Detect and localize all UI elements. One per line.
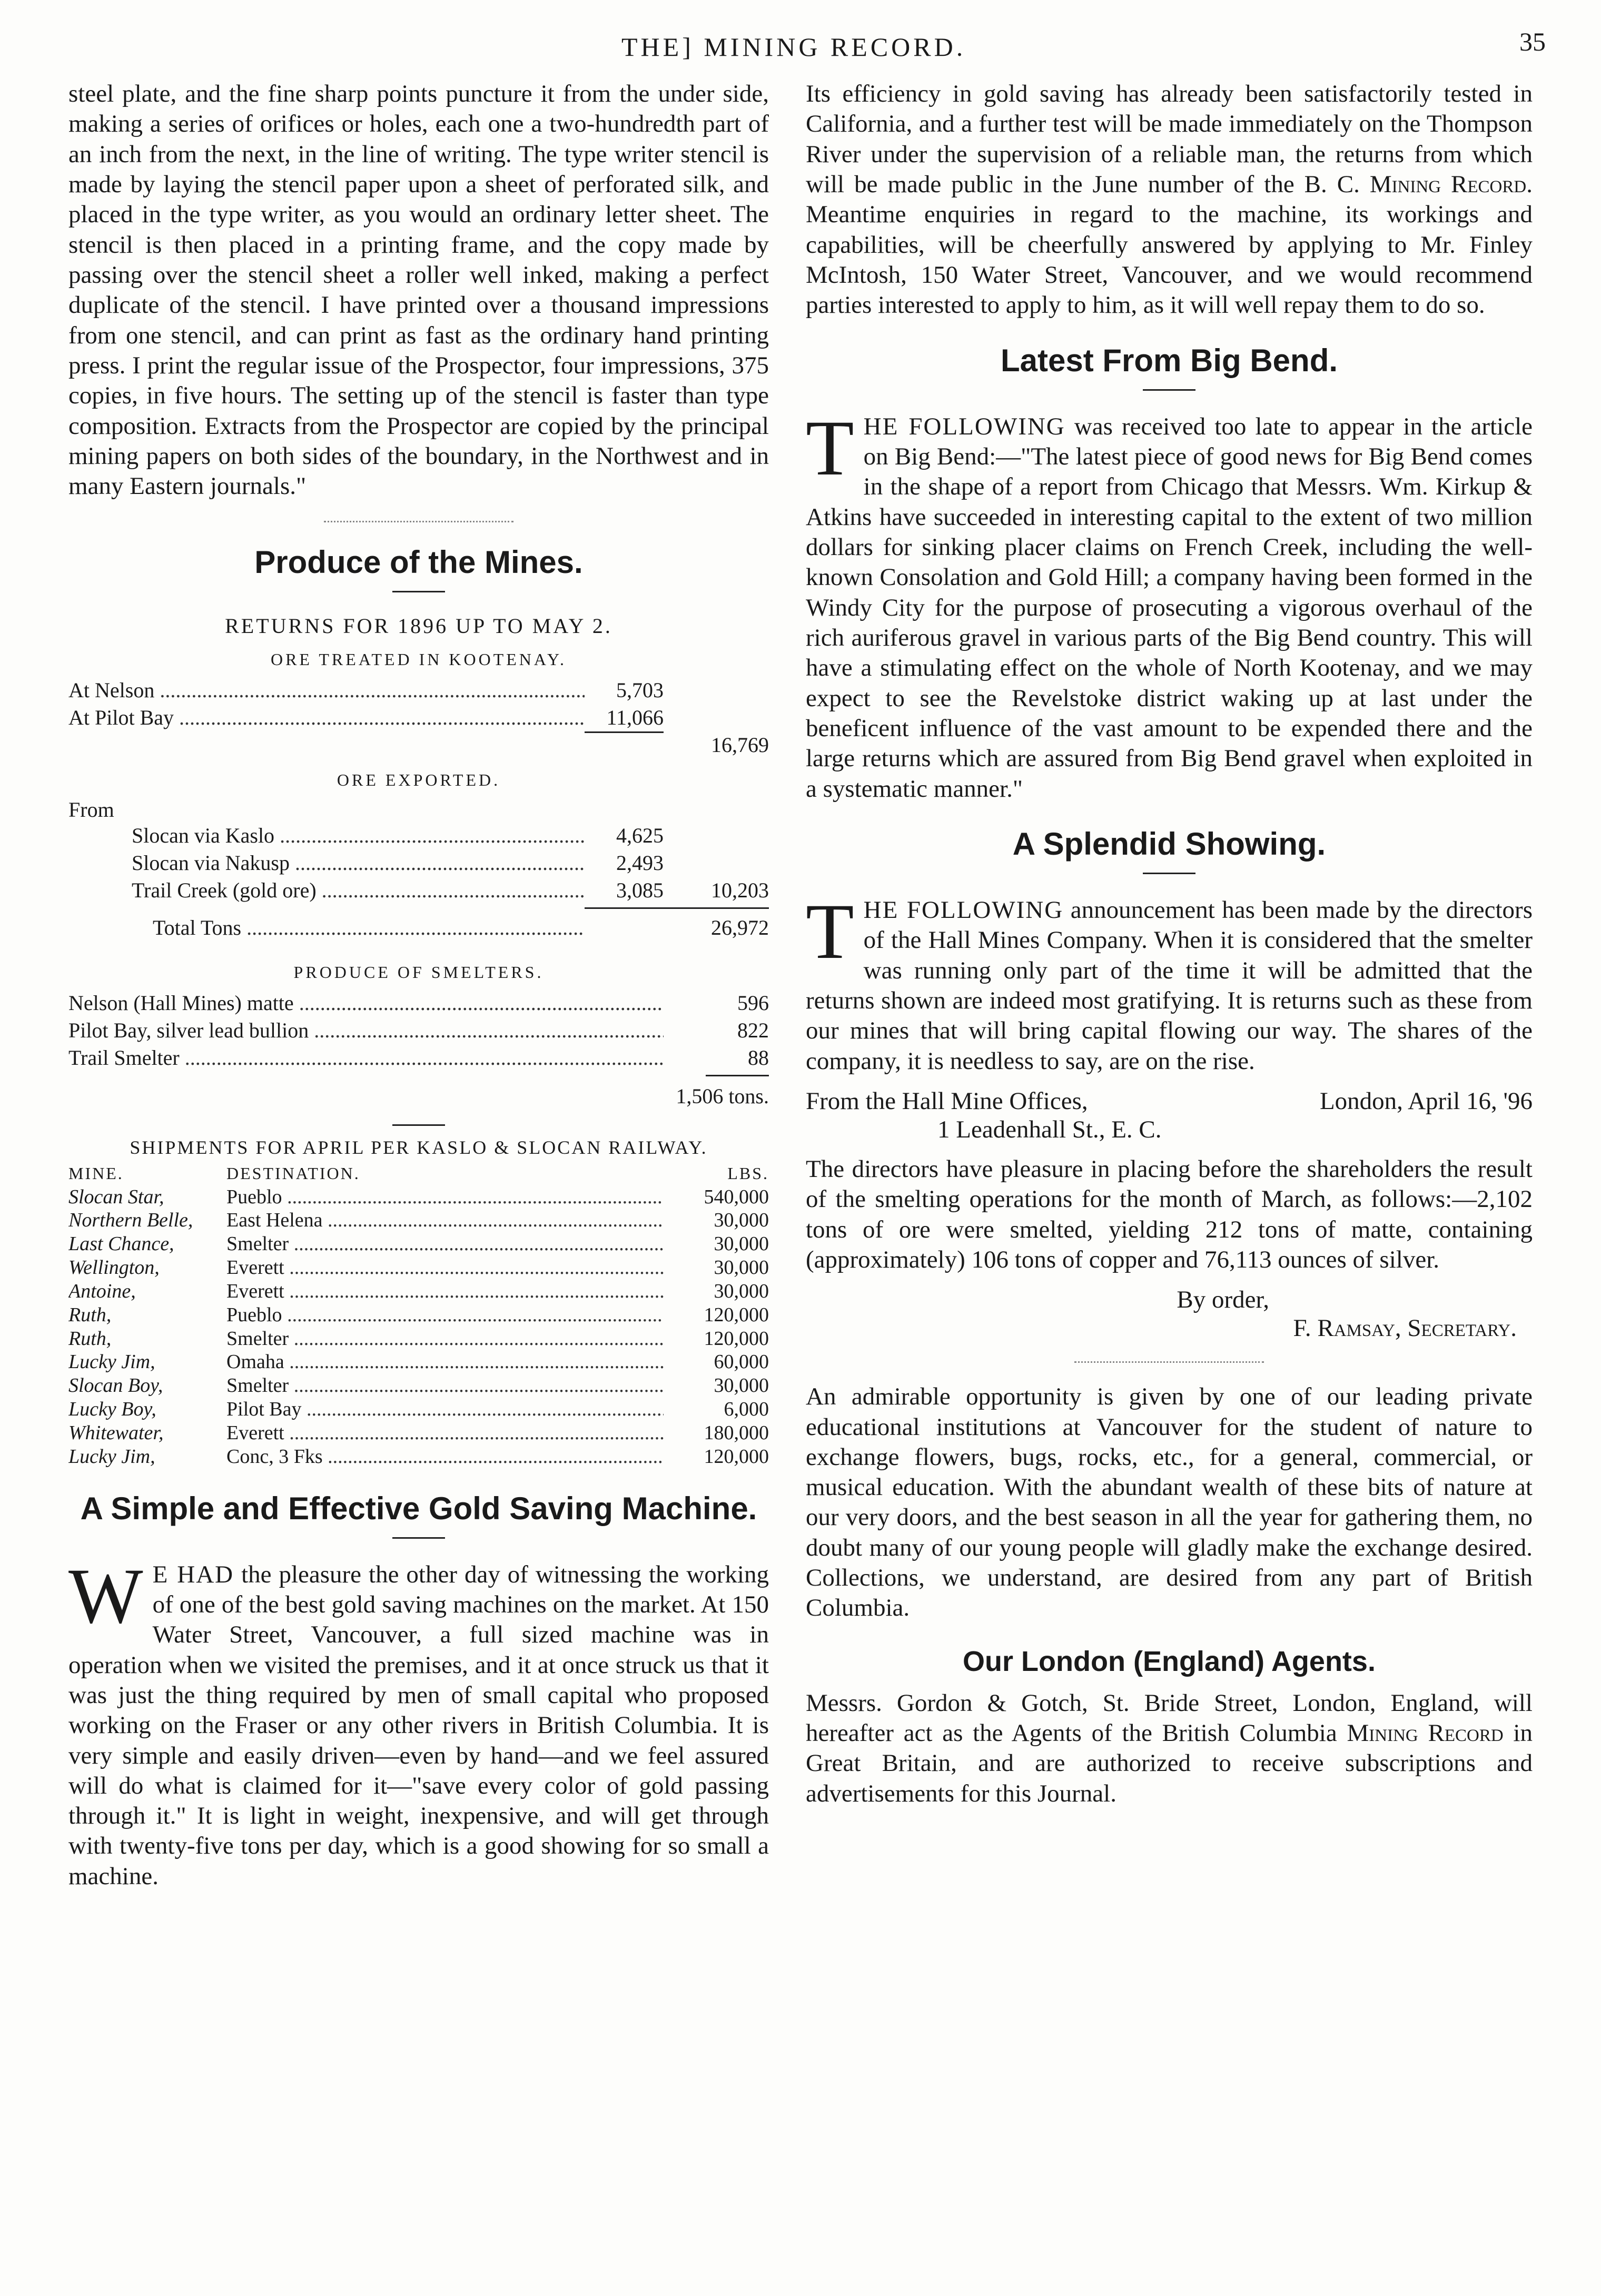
big-bend-body: THE FOLLOWING was received too late to appear in the article on Big Bend:—"The latest piece of good news for Big Bend comes in the shape of a report from Chicago that Messrs. Wm. Kirkup & Atkins have succeeded in interesting capital to the extent of two million dollars for sinking placer claims on French Creek, including the well-known Consolation and Gold Hill; a company having been formed in the Windy City for the purpose of prosecuting a vigorous overhaul of the rich auriferous gravel in various parts of the Big Bend country. This will have a stimulating effect on the whole of North Kootenay, and we may expect to see the Revelstoke district waking up at last under the beneficent influence of the vast amount to be expended there and the large returns which are assured from Big Bend gravel when exploited in a systematic manner.": [806, 404, 1533, 803]
ore-exported-row: [68, 822, 769, 849]
dateline: [806, 1087, 1533, 1115]
by-order: By order,: [1177, 1286, 1269, 1314]
table-row: Northern Belle, East Helena ..... 30,000: [68, 1209, 769, 1232]
shipments-title: SHIPMENTS FOR APRIL PER KASLO & SLOCAN RAILWAY.: [130, 1136, 708, 1158]
office-address: 1 Leadenhall St., E. C.: [937, 1115, 1162, 1143]
row-label: Trail Smelter .....: [68, 1044, 664, 1072]
gold-machine-body: W E HAD the pleasure the other day of witnessing the working of one of the best gold saving machines on the market. At 150 Water Street, Vancouver, a full sized machine was in operation when we visited the premises, and it at once struck us that it was just the thing required by men of small capital who proposed working on the Fraser or any other rivers in British Columbia. It is very simple and easily driven—even by hand—and we feel assured will do what is claimed for it—"save every color of gold passing through it." It is light in weight, inexpensive, and will get through with twenty-five tons per day, which is a good showing for so small a machine.: [68, 1552, 769, 1890]
table-row: Lucky Jim, Conc, 3 Fks ..... 120,000: [68, 1445, 769, 1469]
running-head: THE] MINING RECORD.: [621, 32, 966, 62]
row-label: At Nelson .....: [68, 677, 585, 704]
produce-title: Produce of the Mines.: [254, 544, 583, 580]
ore-treated-total: 16,769: [711, 733, 769, 757]
title-rule: [392, 1537, 445, 1539]
table-row: Wellington, Everett ..... 30,000: [68, 1256, 769, 1280]
total-tons-value: 26,972: [711, 915, 769, 939]
row-label: Slocan via Kaslo .....: [132, 822, 585, 849]
title-rule: [1143, 873, 1195, 874]
from-line: From the Hall Mine Offices,: [806, 1087, 1088, 1115]
row-label: At Pilot Bay .....: [68, 704, 585, 731]
smelter-row: [68, 1017, 769, 1044]
row-label: Trail Creek (gold ore) .....: [132, 877, 585, 904]
big-bend-title: Latest From Big Bend.: [1000, 342, 1338, 378]
table-row: Antoine, Everett ..... 30,000: [68, 1280, 769, 1303]
gold-machine-title: A Simple and Effective Gold Saving Machine.: [80, 1490, 757, 1526]
ore-exported-heading: ORE EXPORTED.: [337, 770, 501, 789]
col-destination: DESTINATION.: [226, 1163, 360, 1183]
continued-article-text: steel plate, and the fine sharp points puncture it from the under side, making a series of orifices or holes, each one a two-hundredth part of an inch from the next, in the line of writing. The type writer stencil is made by laying the stencil paper upon a sheet of perforated silk, and placed in the type writer, as you would an ordinary letter sheet. The stencil is then placed in a printing frame, and the copy made by passing over the stencil sheet a roller well inked, making a perfect duplicate of the stencil. I have printed over a thousand impressions from one stencil, and can print as fast as the ordinary hand printing press. I print the regular issue of the Prospector, four impressions, 375 copies, in five hours. The setting up of the stencil is faster than type composition. Extracts from the Prospector are copied by the principal mining papers on both sides of the boundary, in the Northwest and in many Eastern journals.": [68, 80, 769, 500]
smelters-total: 1,506 tons.: [676, 1084, 769, 1108]
row-value: 4,625: [616, 823, 664, 847]
total-tons-label: Total Tons .....: [68, 914, 585, 942]
row-value: 596: [737, 991, 769, 1015]
splendid-showing-article: [806, 825, 1533, 1342]
table-row: Last Chance, Smelter ..... 30,000: [68, 1232, 769, 1256]
returns-caption: RETURNS FOR 1896 UP TO MAY 2.: [225, 613, 612, 638]
efficiency-paragraph: Its efficiency in gold saving has already been satisfactorily tested in California, and a further test will be made immediately on the Thompson River under the supervision of a reliable man, the returns from which will be made public in the June number of the B. C. Mining Record. Meantime enquiries in regard to the machine, its workings and capabilities, will be cheerfully answered by applying to Mr. Finley McIntosh, 150 Water Street, Vancouver, and we would recommend parties interested to apply to him, as it will well repay them to do so.: [806, 80, 1533, 319]
row-value: 2,493: [616, 850, 664, 875]
drop-cap: T: [806, 404, 854, 492]
drop-cap: T: [806, 887, 854, 975]
ore-exported-row: [68, 877, 769, 904]
gold-machine-article: [68, 1490, 769, 1892]
page-header: [0, 27, 1601, 74]
section-divider: [324, 521, 513, 522]
ore-exported-from: From: [68, 797, 114, 822]
table-row: Lucky Jim, Omaha ..... 60,000: [68, 1350, 769, 1374]
row-label: Pilot Bay, silver lead bullion .....: [68, 1017, 664, 1044]
big-bend-article: [806, 342, 1533, 804]
london-agents-article: [806, 1645, 1533, 1809]
smelter-row: [68, 1044, 769, 1072]
page-number: 35: [1519, 27, 1546, 56]
ore-treated-heading: ORE TREATED IN KOOTENAY.: [270, 649, 567, 669]
ore-treated-row: [68, 677, 769, 704]
agents-title: Our London (England) Agents.: [963, 1645, 1376, 1677]
shipments-header-row: [68, 1164, 769, 1183]
ore-exported-row: [68, 849, 769, 877]
ore-exported-total: 10,203: [711, 878, 769, 902]
directors-report: The directors have pleasure in placing before the shareholders the result of the smelting operations for the month of March, as follows:—2,102 tons of ore were smelted, yielding 212 tons of matte, containing (approximately) 106 tons of copper and 76,113 ounces of silver.: [806, 1155, 1533, 1273]
row-value: 5,703: [616, 678, 664, 702]
title-rule: [1143, 389, 1195, 391]
right-column: [806, 79, 1533, 2264]
total-tons-row: [68, 914, 769, 942]
signature: F. Ramsay, Secretary.: [1293, 1314, 1517, 1342]
section-divider: [1074, 1361, 1264, 1363]
smelters-heading: PRODUCE OF SMELTERS.: [293, 962, 544, 982]
table-row: Ruth, Pueblo ..... 120,000: [68, 1303, 769, 1327]
col-lbs: LBS.: [727, 1163, 769, 1183]
table-row: Ruth, Smelter ..... 120,000: [68, 1327, 769, 1351]
row-value: 88: [748, 1045, 769, 1070]
drop-cap: W: [68, 1552, 143, 1640]
section-rule: [392, 1124, 445, 1126]
produce-of-mines-article: [68, 543, 769, 1109]
agents-body: Messrs. Gordon & Gotch, St. Bride Street, London, England, will hereafter act as the Agents of the British Columbia Mining Record in Great Britain, and are authorized to receive subscriptions and advertisements for this Journal.: [806, 1689, 1533, 1807]
shipments-table: [68, 1136, 769, 1469]
row-value: 822: [737, 1018, 769, 1042]
row-label: Slocan via Nakusp .....: [132, 849, 585, 877]
date-line: London, April 16, '96: [1319, 1087, 1533, 1115]
table-row: Slocan Star, Pueblo ..... 540,000: [68, 1185, 769, 1209]
table-row: Slocan Boy, Smelter ..... 30,000: [68, 1374, 769, 1398]
smelter-row: [68, 989, 769, 1017]
opportunity-paragraph: An admirable opportunity is given by one of our leading private educational institutions at Vancouver for the student of nature to exchange flowers, bugs, rocks, etc., for a general, commercial, or musical education. With the abundant wealth of these bits of nature at our very doors, and the best season in all the year for gathering them, no doubt many of our young people will gladly make the exchange desired. Collections, we understand, are desired from any part of British Columbia.: [806, 1383, 1533, 1622]
col-mine: MINE.: [68, 1163, 124, 1183]
splendid-body: THE FOLLOWING announcement has been made by the directors of the Hall Mines Company. When it is considered that the smelter was running only part of the time it will be admitted that the returns shown are indeed most gratifying. It is returns such as these from our mines that will bring capital flowing our way. The shares of the company, it is needless to say, are on the rise.: [806, 887, 1533, 1075]
table-row: Lucky Boy, Pilot Bay ..... 6,000: [68, 1398, 769, 1421]
row-value: 11,066: [606, 705, 664, 729]
table-row: Whitewater, Everett ..... 180,000: [68, 1421, 769, 1445]
ore-treated-total-row: [68, 731, 769, 759]
left-column: [68, 79, 769, 2264]
title-rule: [392, 591, 445, 592]
ore-treated-row: [68, 704, 769, 731]
row-label: Nelson (Hall Mines) matte .....: [68, 989, 664, 1017]
splendid-title: A Splendid Showing.: [1012, 826, 1326, 862]
row-value: 3,085: [616, 878, 664, 902]
